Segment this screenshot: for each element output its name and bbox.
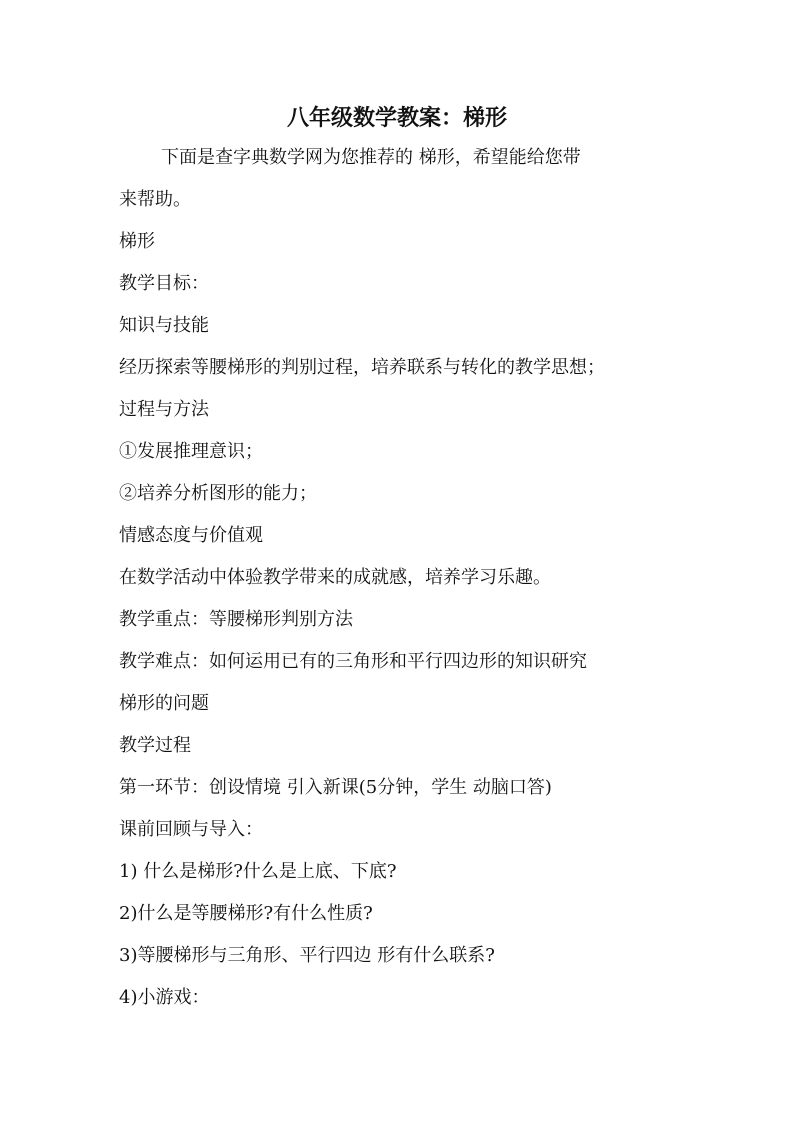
- objectives-heading: 教学目标：: [119, 273, 209, 294]
- topic-heading: 梯形: [119, 231, 155, 252]
- stage-one-heading: 第一环节：创设情境 引入新课(5分钟，学生 动脑口答): [119, 777, 552, 798]
- intro-line-1: 下面是查字典数学网为您推荐的 梯形，希望能给您带: [161, 147, 581, 168]
- process-item-2: ②培养分析图形的能力；: [119, 483, 317, 504]
- attitude-values-text: 在数学活动中体验教学带来的成就感，培养学习乐趣。: [119, 567, 551, 588]
- process-item-1: ①发展推理意识；: [119, 441, 263, 462]
- question-2: 2)什么是等腰梯形?有什么性质?: [119, 903, 373, 924]
- intro-line-2: 来帮助。: [119, 189, 191, 210]
- key-point: 教学重点：等腰梯形判别方法: [119, 609, 353, 630]
- teaching-process-heading: 教学过程: [119, 735, 191, 756]
- knowledge-skills-text: 经历探索等腰梯形的判别过程，培养联系与转化的教学思想；: [119, 357, 605, 378]
- review-intro: 课前回顾与导入：: [119, 819, 263, 840]
- question-4: 4)小游戏：: [119, 987, 210, 1008]
- document-title: 八年级数学教案：梯形: [286, 105, 507, 131]
- knowledge-skills-heading: 知识与技能: [119, 315, 209, 336]
- difficulty-line-2: 梯形的问题: [119, 693, 209, 714]
- question-3: 3)等腰梯形与三角形、平行四边 形有什么联系?: [119, 945, 495, 966]
- difficulty-line-1: 教学难点：如何运用已有的三角形和平行四边形的知识研究: [119, 651, 587, 672]
- attitude-values-heading: 情感态度与价值观: [119, 525, 263, 546]
- question-1: 1) 什么是梯形?什么是上底、下底?: [119, 861, 397, 882]
- process-methods-heading: 过程与方法: [119, 399, 209, 420]
